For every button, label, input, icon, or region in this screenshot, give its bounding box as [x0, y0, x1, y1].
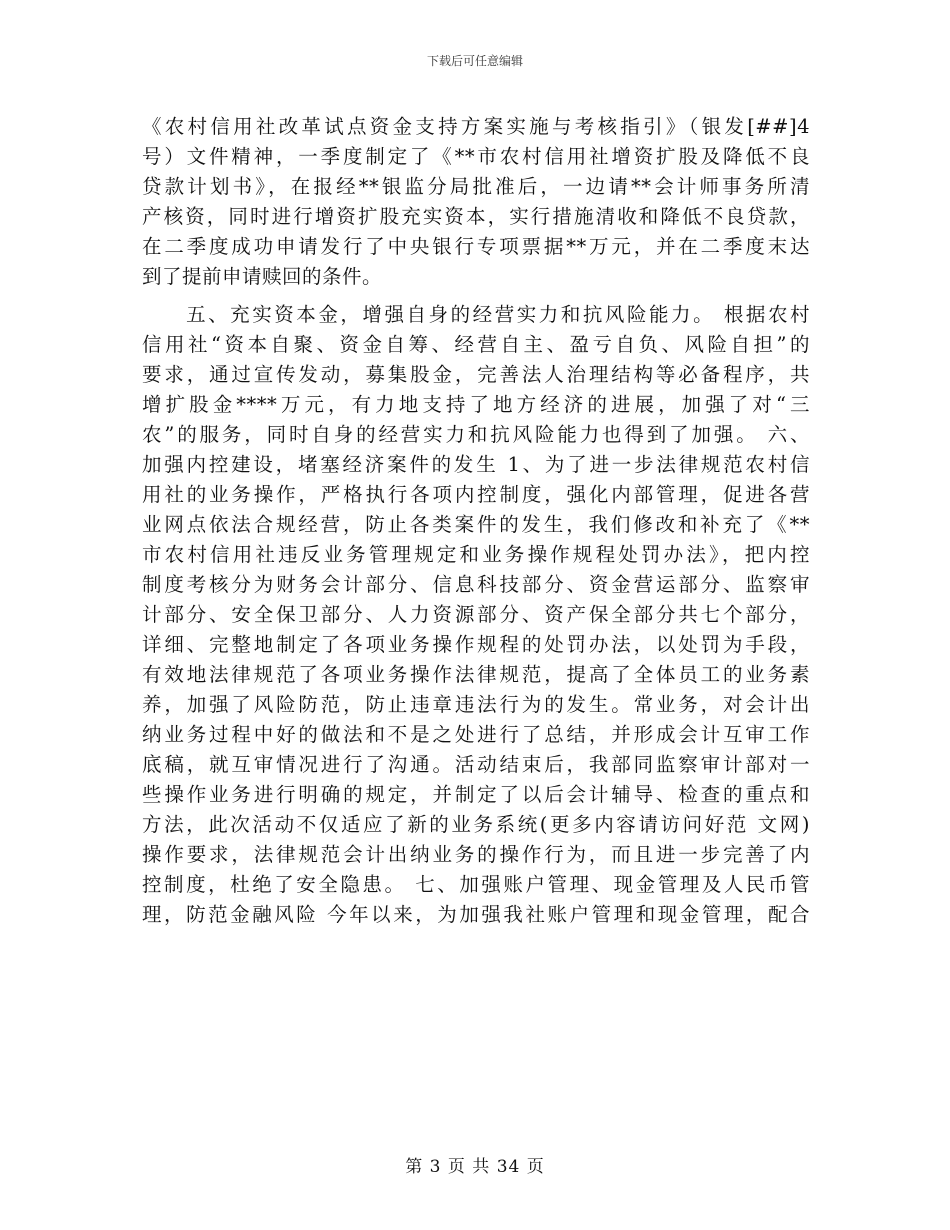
- text-line: 控制度，杜绝了安全隐患。 七、加强账户管理、现金管理及人民币管: [142, 873, 810, 896]
- text-line: 农”的服务，同时自身的经营实力和抗风险能力也得到了加强。 六、: [142, 423, 810, 446]
- text-line: 信用社“资本自聚、资金自筹、经营自主、盈亏自负、风险自担”的: [142, 333, 810, 356]
- text-line: 号）文件精神，一季度制定了《**市农村信用社增资扩股及降低不良: [142, 145, 810, 168]
- text-line: 到了提前申请赎回的条件。: [142, 265, 383, 288]
- text-line: 要求，通过宣传发动，募集股金，完善法人治理结构等必备程序，共: [142, 363, 810, 386]
- text-line: 计部分、安全保卫部分、人力资源部分、资产保全部分共七个部分，: [142, 603, 810, 626]
- page-number-footer: 第 3 页 共 34 页: [405, 1157, 545, 1177]
- text-line: 《农村信用社改革试点资金支持方案实施与考核指引》（银发[##]4: [142, 115, 810, 138]
- text-line: 理，防范金融风险 今年以来，为加强我社账户管理和现金管理，配合: [142, 903, 810, 926]
- text-line: 纳业务过程中好的做法和不是之处进行了总结，并形成会计互审工作: [142, 723, 810, 746]
- text-line: 方法，此次活动不仅适应了新的业务系统(更多内容请访问好范 文网): [142, 813, 810, 836]
- text-line: 贷款计划书》，在报经**银监分局批准后，一边请**会计师事务所清: [142, 175, 810, 198]
- text-line: 养，加强了风险防范，防止违章违法行为的发生。常业务，对会计出: [142, 693, 810, 716]
- text-line: 有效地法律规范了各项业务操作法律规范，提高了全体员工的业务素: [142, 663, 810, 686]
- text-line: 在二季度成功申请发行了中央银行专项票据**万元，并在二季度末达: [142, 235, 810, 258]
- text-line: 用社的业务操作，严格执行各项内控制度，强化内部管理，促进各营: [142, 483, 810, 506]
- text-line: 五、充实资本金，增强自身的经营实力和抗风险能力。 根据农村: [142, 303, 810, 326]
- text-line: 制度考核分为财务会计部分、信息科技部分、资金营运部分、监察审: [142, 573, 810, 596]
- document-body: [142, 112, 810, 930]
- page-header: 下载后可任意编辑: [426, 54, 523, 68]
- text-line: 增扩股金****万元，有力地支持了地方经济的进展，加强了对“三: [142, 393, 810, 416]
- text-line: 些操作业务进行明确的规定，并制定了以后会计辅导、检查的重点和: [142, 783, 810, 806]
- text-line: 底稿，就互审情况进行了沟通。活动结束后，我部同监察审计部对一: [142, 753, 810, 776]
- text-line: 产核资，同时进行增资扩股充实资本，实行措施清收和降低不良贷款，: [142, 205, 810, 228]
- text-line: 操作要求，法律规范会计出纳业务的操作行为，而且进一步完善了内: [142, 843, 810, 866]
- text-line: 加强内控建设，堵塞经济案件的发生 1、为了进一步法律规范农村信: [142, 453, 810, 476]
- text-line: 详细、完整地制定了各项业务操作规程的处罚办法，以处罚为手段，: [142, 633, 810, 656]
- text-line: 市农村信用社违反业务管理规定和业务操作规程处罚办法》，把内控: [142, 543, 810, 566]
- text-line: 业网点依法合规经营，防止各类案件的发生，我们修改和补充了《**: [142, 513, 810, 536]
